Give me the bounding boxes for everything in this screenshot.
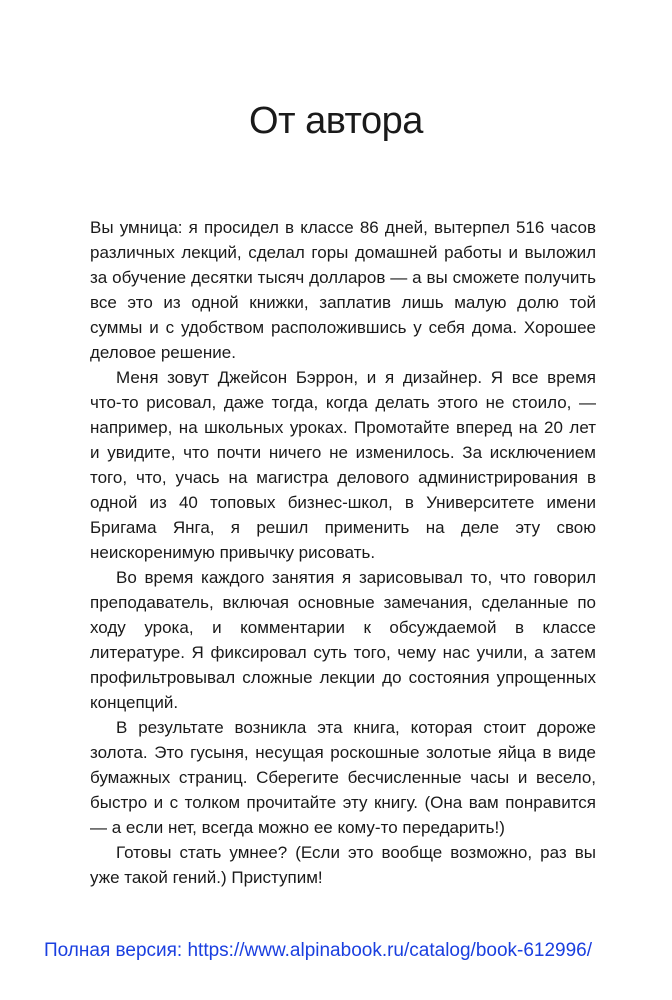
- full-version-link[interactable]: Полная версия: https://www.alpinabook.ru/catalog/book-612996/: [44, 940, 593, 961]
- paragraph-closing: Готовы стать умнее? (Если это вообще возможно, раз вы уже такой гений.) Приступим!: [90, 843, 596, 887]
- paragraph-method: Во время каждого занятия я зарисовывал то, что говорил преподаватель, включая основные замечания, сделанные по ходу урока, и комментарии к обсуждаемой в классе литературе. Я фиксировал суть того, чему нас учили, а затем профильтровывал сложные лекции до состояния упрощенных концепций.: [90, 568, 596, 712]
- paragraph-about-author: Меня зовут Джейсон Бэррон, и я дизайнер. Я все время что-то рисовал, даже тогда, когда делать этого не стоило, — например, на школьных уроках. Промотайте вперед на 20 лет и увидите, что почти ничего не изменилось. За исключением того, что, учась на магистра делового администрирования в одной из 40 топовых бизнес-школ, в Университете имени Бригама Янга, я решил применить на деле эту свою неискоренимую привычку рисовать.: [90, 368, 596, 562]
- paragraph-intro: Вы умница: я просидел в классе 86 дней, вытерпел 516 часов различных лекций, сделал горы домашней работы и выложил за обучение десятки тысяч долларов — а вы сможете получить все это из одной книжки, заплатив лишь малую долю той суммы и с удобством расположившись у себя дома. Хорошее деловое решение.: [90, 218, 596, 362]
- article-body: [90, 215, 596, 890]
- page-title: От автора: [249, 100, 423, 142]
- paragraph-result: В результате возникла эта книга, которая стоит дороже золота. Это гусыня, несущая роскошные золотые яйца в виде бумажных страниц. Сберегите бесчисленные часы и весело, быстро и с толком прочитайте эту книгу. (Она вам понравится — а если нет, всегда можно ее кому-то передарить!): [90, 718, 596, 837]
